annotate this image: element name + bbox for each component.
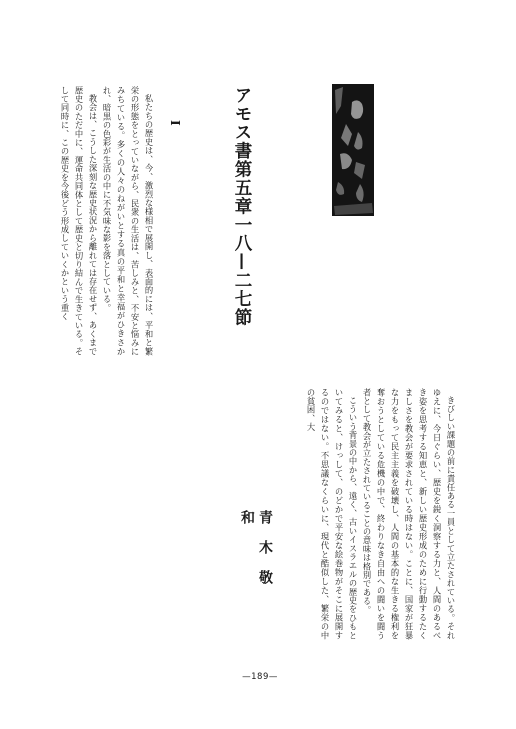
author-name: 青木敬和 (239, 510, 273, 600)
article-title: アモス書第五章一八—二七節 (232, 86, 252, 327)
section-number: I (168, 120, 182, 126)
paragraph: 教会は、こうした深刻な歴史状況から離れては存在せず、あくまで歴史のただ中に、運命共同体として歴史と切り結んで生きている。そして同時に、この歴史を今後どう形成していくかという重く (60, 86, 98, 356)
body-text-right (268, 388, 458, 640)
page-number: —189— (242, 672, 278, 682)
body-text-left (52, 86, 156, 356)
paragraph: こういう背景の中から、遠く、古いイスラエルの歴史をひもといてみると、けっして、のどかで平安な絵巻物がそこに展開するのではない。不思議なくらいに、現代と酷似した、繁栄の中の貧困、大 (306, 388, 358, 640)
paragraph: きびしい課題の前に責任ある一員として立たされている。それゆえに、今日ぐらい、歴史を鋭く洞察する力と、人間のあるべき姿を思考する知恵と、新しい歴史形成のために行動するたくましさを教会が要求されている時はない。ことに、国家が狂暴な力をもって民主主義を破壊し、人間の基本的な生きる権利を奪おうとしている危機の中で、終わりなき自由への闘いを闘う者として教会が立たされていることの意味は格別である。 (362, 388, 456, 640)
woodcut-illustration (332, 84, 374, 216)
paragraph: 私たちの歴史は、今、激烈な様相で展開し、表面的には、平和と繁栄の形態をとっていながら、民衆の生活は、苦しみと、不安と悩みにみちている。多くの人々のねがいとする真の平和と幸福がひきさかれ、暗黒の色彩が生活の中に不気味な影を落としている。 (102, 86, 154, 356)
